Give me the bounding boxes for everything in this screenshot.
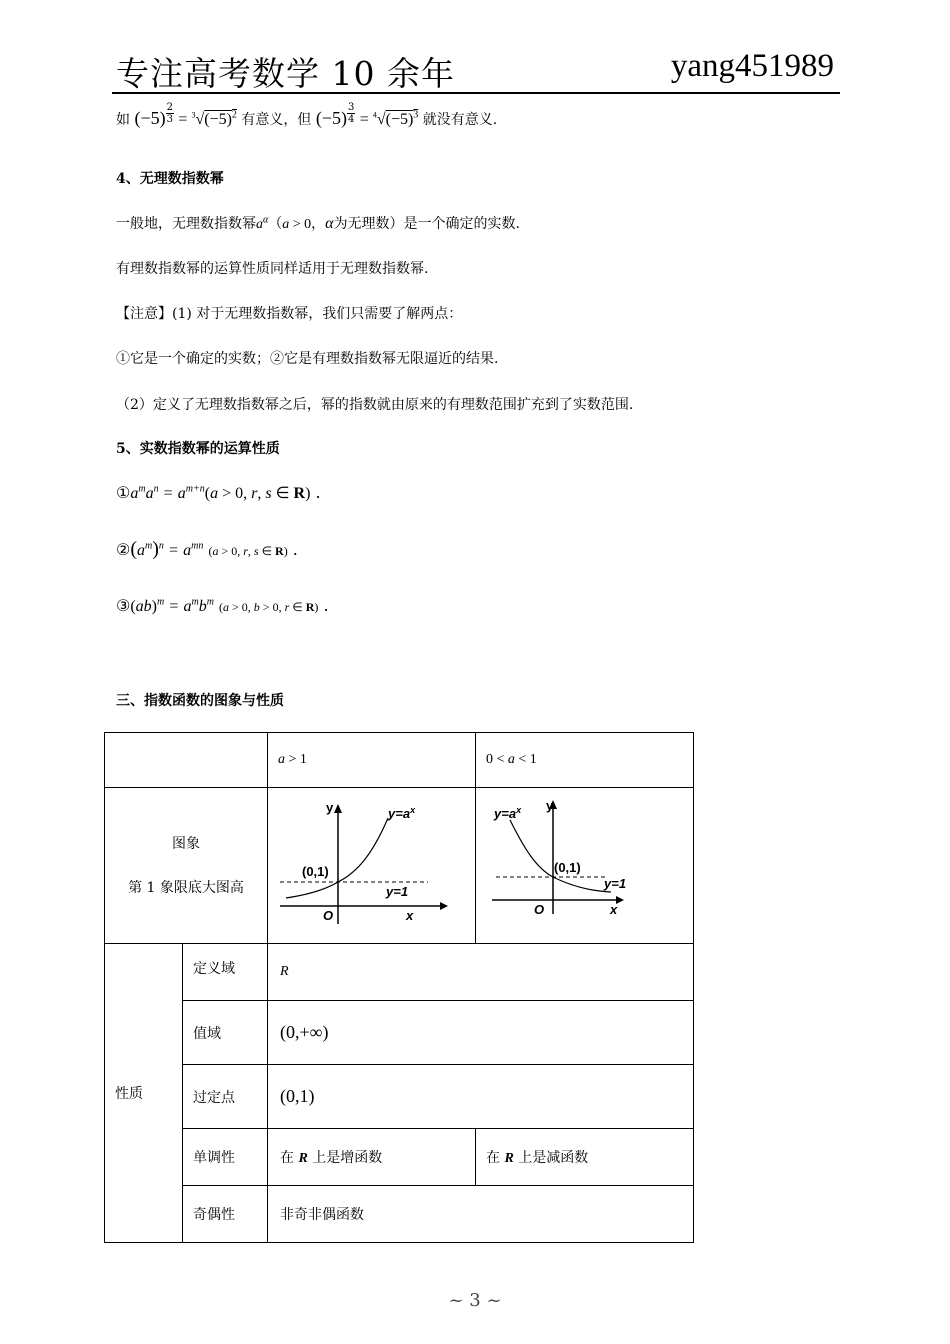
sec4-paragraph-2: 有理数指数幂的运算性质同样适用于无理数指数幂. xyxy=(116,261,429,277)
origin-label: O xyxy=(534,902,545,917)
y-label: y xyxy=(326,800,334,815)
graph-decreasing xyxy=(476,788,683,943)
row-label-monotonic: 单调性 xyxy=(183,1129,268,1186)
row-value-decreasing: 在 R 上是减函数 xyxy=(476,1129,694,1186)
header-a-gt-1: a > 1 xyxy=(268,733,476,788)
row-value-parity: 非奇非偶函数 xyxy=(268,1186,694,1243)
curve-label: $y=a^x$ xyxy=(388,805,416,821)
y-label: y xyxy=(546,798,554,813)
props-label: 性质 xyxy=(105,944,183,1243)
exp-function-table xyxy=(104,732,694,1243)
example-line: 如 (−5) $\frac{2}{3}$ = $^3√(-5)^2$ 有意义，但 (−5) $\frac{3}{4}$ = $^4√(-5)^3$ 就没有意义. xyxy=(116,101,498,128)
point-label: (0,1) xyxy=(554,860,581,875)
curve-decreasing xyxy=(510,820,611,892)
row-value-domain: R xyxy=(268,944,694,1001)
sec4-note: 【注意】(1) 对于无理数指数幂，我们只需要了解两点： xyxy=(116,306,463,322)
header-a-lt-1: 0 < a < 1 xyxy=(476,733,694,788)
header-empty-cell xyxy=(105,733,268,788)
row-label-fixed-point: 过定点 xyxy=(183,1065,268,1129)
graph-increasing-cell xyxy=(268,788,476,944)
header-title: 专注高考数学 10 余年 xyxy=(116,54,455,93)
x-label: x xyxy=(610,902,618,917)
page-number: ~ 3 ~ xyxy=(448,1290,502,1311)
header-author: yang451989 xyxy=(670,48,834,84)
sec4-note-2: ①它是一个确定的实数；②它是有理数指数幂无限逼近的结果. xyxy=(116,351,499,367)
x-label: x xyxy=(406,908,414,923)
graph-increasing xyxy=(268,788,465,943)
frac-2-3: $\frac{2}{3}$ xyxy=(166,101,173,125)
asymptote-label: y=1 xyxy=(386,884,409,899)
section-5-title: 5、实数指数幂的运算性质 xyxy=(116,441,280,457)
text-prefix: 如 xyxy=(116,112,130,128)
rule-1: $①a^ma^n = a^{m+n}(a > 0$, r, s ∈ R) . xyxy=(116,483,321,502)
rule-3: ③(ab)$^m$ = $a^mb^m$ (a > 0, b > 0, r ∈ R) . xyxy=(116,596,329,615)
graph-label-cell xyxy=(105,788,268,944)
point-label: (0,1) xyxy=(302,864,329,879)
header-divider xyxy=(112,92,840,94)
expr-1: (−5) xyxy=(134,108,166,128)
row-value-increasing: 在 R 上是增函数 xyxy=(268,1129,476,1186)
sec4-note-3: （2）定义了无理数指数幂之后，幂的指数就由原来的有理数范围扩充到了实数范围. xyxy=(116,397,634,413)
x-axis-arrow xyxy=(440,902,448,910)
asymptote-label: y=1 xyxy=(604,876,627,891)
row-value-fixed-point: (0,1) xyxy=(268,1065,694,1129)
row-label-range: 值域 xyxy=(183,1001,268,1065)
section-3-title: 三、指数函数的图象与性质 xyxy=(116,693,284,709)
graph-label: 图象 xyxy=(172,835,200,852)
rule-2: $②(a^m)^n = a^{mn}$ (a > 0, r, s ∈ R) . xyxy=(116,538,298,560)
sec4-paragraph-1: 一般地，无理数指数幂$a^\alpha(a > 0$，α为无理数）是一个确定的实数. xyxy=(116,214,521,232)
section-4-title: 4、无理数指数幂 xyxy=(116,171,224,187)
curve-label: $y=a^x$ xyxy=(494,805,522,821)
origin-label: O xyxy=(323,908,334,923)
y-axis-arrow xyxy=(334,804,342,813)
text-suffix: 就没有意义. xyxy=(422,112,498,128)
graph-decreasing-cell xyxy=(476,788,694,944)
row-value-range: (0,+∞) xyxy=(268,1001,694,1065)
graph-note: 第 1 象限底大图高 xyxy=(128,879,244,896)
row-label-domain: 定义域 xyxy=(183,944,268,1001)
text-mid: 有意义，但 xyxy=(241,112,312,128)
row-label-parity: 奇偶性 xyxy=(183,1186,268,1243)
curve-increasing xyxy=(286,818,388,898)
